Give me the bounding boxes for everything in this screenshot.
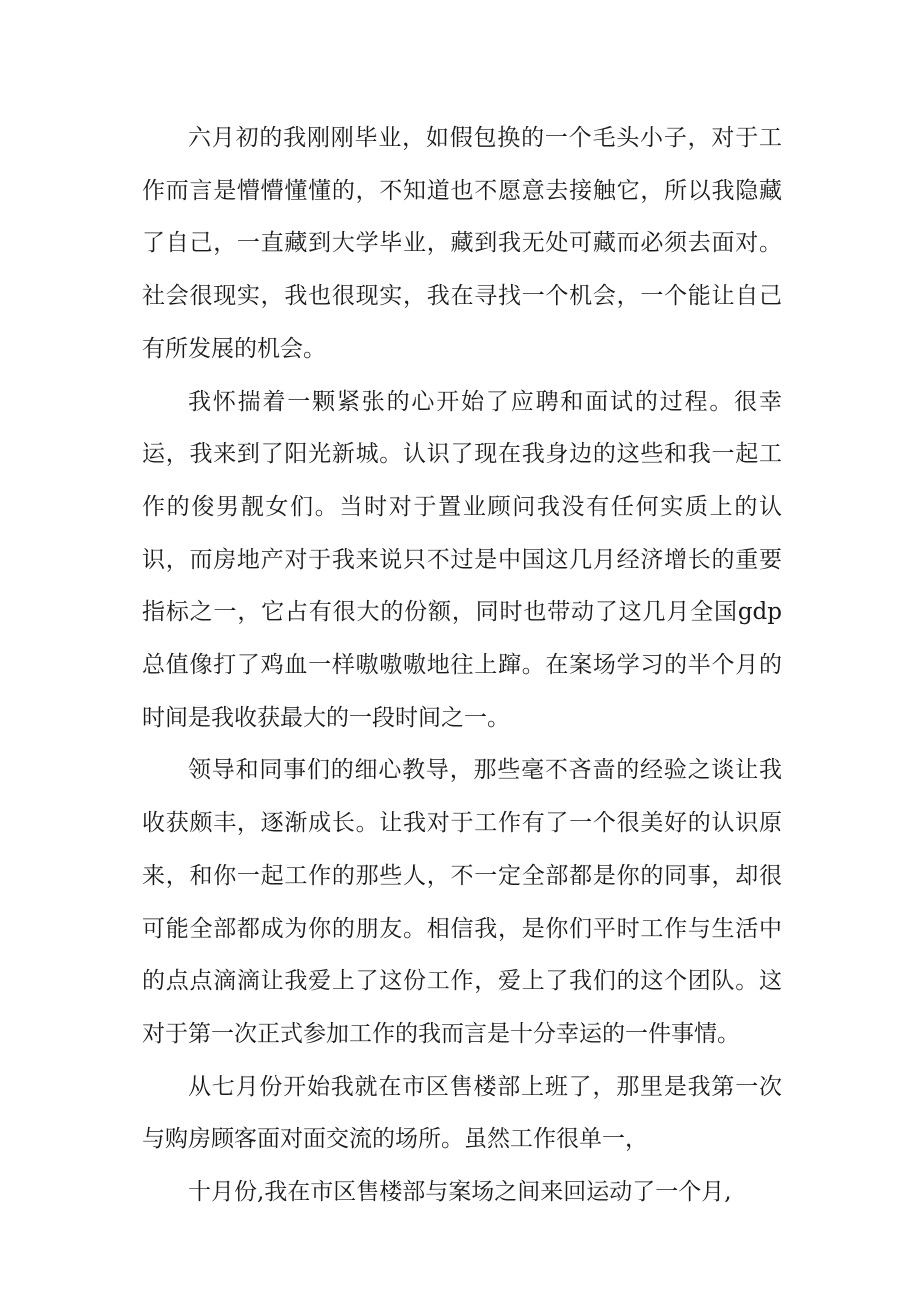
- paragraph-1: 六月初的我刚刚毕业，如假包换的一个毛头小子，对于工作而言是懵懵懂懂的，不知道也不愿意去接触它，所以我隐藏了自己，一直藏到大学毕业，藏到我无处可藏而必须去面对。社会很现实，我也很现实，我在寻找一个机会，一个能让自己有所发展的机会。: [142, 125, 782, 362]
- paragraph-3: 领导和同事们的细心教导，那些毫不吝啬的经验之谈让我收获颇丰，逐渐成长。让我对于工作有了一个很美好的认识原来，和你一起工作的那些人，不一定全部都是你的同事，却很可能全部都成为你的朋友。相信我，是你们平时工作与生活中的点点滴滴让我爱上了这份工作，爱上了我们的这个团队。这对于第一次正式参加工作的我而言是十分幸运的一件事情。: [142, 757, 782, 1047]
- paragraph-5: 十月份,我在市区售楼部与案场之间来回运动了一个月,: [188, 1179, 732, 1206]
- paragraph-2: 我怀揣着一颗紧张的心开始了应聘和面试的过程。很幸运，我来到了阳光新城。认识了现在我身边的这些和我一起工作的俊男靓女们。当时对于置业顾问我没有任何实质上的认识，而房地产对于我来说只不过是中国这几月经济增长的重要指标之一，它占有很大的份额，同时也带动了这几月全国gdp总值像打了鸡血一样嗷嗷嗷地往上蹿。在案场学习的半个月的时间是我收获最大的一段时间之一。: [142, 388, 782, 731]
- paragraph-4: 从七月份开始我就在市区售楼部上班了，那里是我第一次与购房顾客面对面交流的场所。虽然工作很单一，: [142, 1073, 782, 1153]
- document-body: [142, 112, 782, 1219]
